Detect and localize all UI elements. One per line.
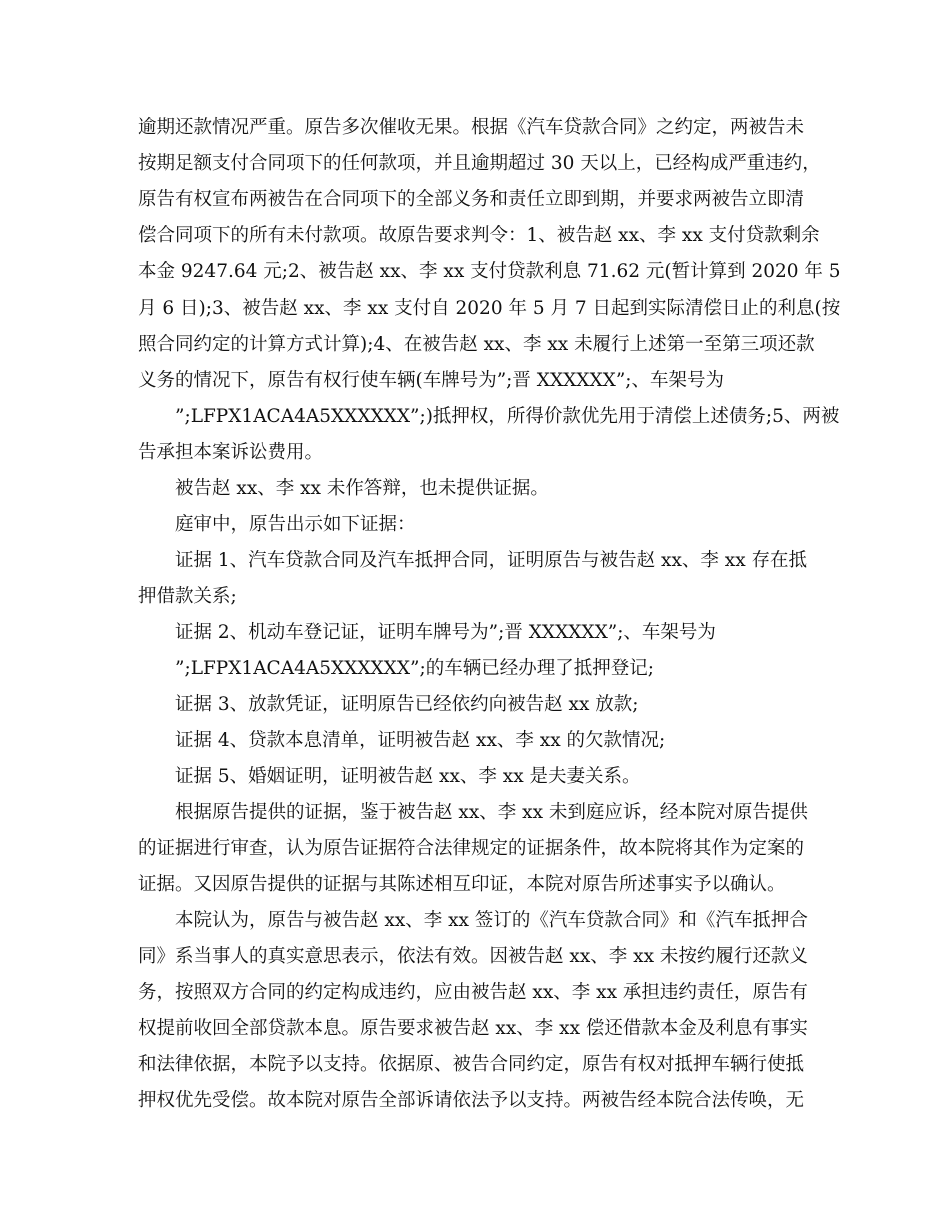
text-line: 被告赵 xx、李 xx 未作答辩，也未提供证据。 [175,478,549,499]
text-line: 证据 1、汽车贷款合同及汽车抵押合同，证明原告与被告赵 xx、李 xx 存在抵 [175,550,808,571]
text-line: 证据 4、贷款本息清单，证明被告赵 xx、李 xx 的欠款情况; [175,730,666,751]
text-line: 义务的情况下，原告有权行使车辆(车牌号为”;晋 XXXXXX”;、车架号为 [138,370,725,391]
text-line: 庭审中，原告出示如下证据： [175,514,416,535]
text-line: 证据 5、婚姻证明，证明被告赵 xx、李 xx 是夫妻关系。 [175,766,641,787]
text-line: ”;LFPX1ACA4A5XXXXXX”;的车辆已经办理了抵押登记; [175,658,654,679]
text-line: 告承担本案诉讼费用。 [138,442,324,463]
text-line: 按期足额支付合同项下的任何款项，并且逾期超过 30 天以上，已经构成严重违约， [138,153,821,174]
text-line: 原告有权宣布两被告在合同项下的全部义务和责任立即到期，并要求两被告立即清 [138,189,805,210]
text-line: 和法律依据，本院予以支持。依据原、被告合同约定，原告有权对抵押车辆行使抵 [138,1054,805,1075]
text-line: 根据原告提供的证据，鉴于被告赵 xx、李 xx 未到庭应诉，经本院对原告提供 [175,802,808,823]
text-line: 本院认为，原告与被告赵 xx、李 xx 签订的《汽车贷款合同》和《汽车抵押合 [175,910,808,931]
text-line: 照合同约定的计算方式计算);4、在被告赵 xx、李 xx 未履行上述第一至第三项还款 [138,334,815,355]
text-line: ”;LFPX1ACA4A5XXXXXX”;)抵押权，所得价款优先用于清偿上述债务;5、两被 [175,406,840,427]
text-line: 证据。又因原告提供的证据与其陈述相互印证，本院对原告所述事实予以确认。 [138,874,786,895]
text-line: 同》系当事人的真实意思表示，依法有效。因被告赵 xx、李 xx 未按约履行还款义 [138,946,808,967]
text-line: 证据 3、放款凭证，证明原告已经依约向被告赵 xx 放款; [175,694,639,715]
text-line: 的证据进行审查，认为原告证据符合法律规定的证据条件，故本院将其作为定案的 [138,838,805,859]
text-line: 务，按照双方合同的约定构成违约，应由被告赵 xx、李 xx 承担违约责任，原告有 [138,982,808,1003]
text-line: 押借款关系; [138,586,237,607]
text-line: 权提前收回全部贷款本息。原告要求被告赵 xx、李 xx 偿还借款本金及利息有事实 [138,1018,808,1039]
text-line: 逾期还款情况严重。原告多次催收无果。根据《汽车贷款合同》之约定，两被告未 [138,117,805,138]
text-line: 押权优先受偿。故本院对原告全部诉请依法予以支持。两被告经本院合法传唤，无 [138,1090,805,1111]
text-line: 本金 9247.64 元;2、被告赵 xx、李 xx 支付贷款利息 71.62 元(暂计算到 2020 年 5 [138,261,841,282]
text-line: 证据 2、机动车登记证，证明车牌号为”;晋 XXXXXX”;、车架号为 [175,622,716,643]
text-line: 月 6 日);3、被告赵 xx、李 xx 支付自 2020 年 5 月 7 日起到实际清偿日止的利息(按 [138,298,841,319]
text-line: 偿合同项下的所有未付款项。故原告要求判令：1、被告赵 xx、李 xx 支付贷款剩余 [138,225,820,246]
